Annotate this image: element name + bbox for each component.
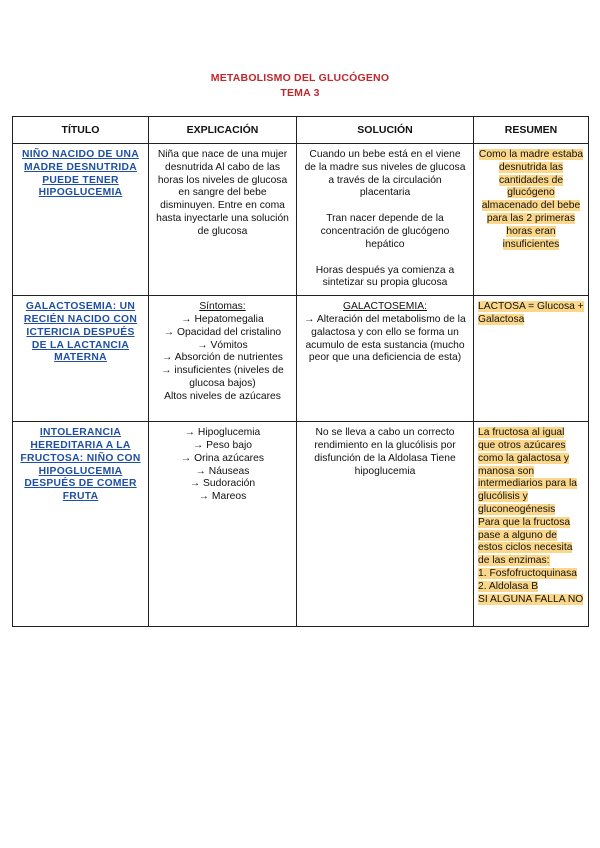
summary-highlight: 1. Fosfofructoquinasa	[478, 567, 578, 579]
symptoms-heading: Síntomas:	[199, 301, 246, 313]
summary-highlight: La fructosa al igual que otros azúcares como la galactosa y manosa son intermediarios para la glucólisis y gluconeogénesis	[478, 427, 578, 515]
solution-cell	[297, 422, 474, 627]
header-explicacion: EXPLICACIÓN	[149, 117, 297, 144]
header-titulo: TÍTULO	[13, 117, 149, 144]
solution-heading: GALACTOSEMIA:	[343, 301, 427, 313]
row-title-link[interactable]: NIÑO NACIDO DE UNA MADRE DESNUTRIDA PUEDE TENER HIPOGLUCEMIA	[22, 149, 139, 199]
list-item: Altos niveles de azúcares	[164, 390, 281, 402]
solution-cell	[297, 144, 474, 296]
metabolism-table	[12, 116, 589, 627]
summary-highlight: 2. Aldolasa B	[478, 580, 539, 592]
row-title-cell	[13, 422, 149, 627]
list-item: → Vómitos	[197, 339, 248, 351]
explanation-cell	[149, 144, 297, 296]
list-item: → Hepatomegalia	[181, 313, 264, 325]
header-solucion: SOLUCIÓN	[297, 117, 474, 144]
solution-text: Cuando un bebe está en el viene de la madre sus niveles de glucosa a través de la circulación placentaria	[304, 149, 466, 199]
list-item: → Absorción de nutrientes	[162, 352, 283, 364]
summary-cell	[474, 144, 589, 296]
solution-text: Horas después ya comienza a sintetizar su propia glucosa	[315, 264, 455, 289]
solution-text: No se lleva a cabo un correcto rendimiento en la glucólisis por disfunción de la Aldolasa Tiene hipoglucemia	[314, 427, 456, 477]
row-title-link[interactable]: INTOLERANCIA HEREDITARIA A LA FRUCTOSA: NIÑO CON HIPOGLUCEMIA DESPUÉS DE COMER FRUTA	[20, 427, 141, 503]
header-resumen: RESUMEN	[474, 117, 589, 144]
explanation-text: Niña que nace de una mujer desnutrida Al cabo de las horas los niveles de glucosa en sangre del bebe disminuyen. Entre en coma hasta inyectarle una solución de glucosa	[156, 149, 289, 237]
list-item: → Orina azúcares	[181, 452, 264, 464]
page-subtitle: TEMA 3	[280, 87, 320, 99]
summary-highlight: LACTOSA = Glucosa + Galactosa	[478, 301, 584, 325]
solution-text: → Alteración del metabolismo de la galactosa y con ello se forma un acumulo de esta sustancia (mucho peor que una deficiencia de esta)	[304, 313, 466, 364]
row-title-cell	[13, 144, 149, 296]
table-row	[13, 144, 589, 296]
summary-cell	[474, 296, 589, 422]
summary-highlight: Para que la fructosa pase a alguno de estos ciclos necesita de las enzimas:	[478, 516, 573, 567]
page-title: METABOLISMO DEL GLUCÓGENO	[210, 72, 390, 84]
table-row	[13, 422, 589, 627]
row-title-link[interactable]: GALACTOSEMIA: UN RECIÉN NACIDO CON ICTERICIA DESPUÉS DE LA LACTANCIA MATERNA	[23, 301, 138, 364]
solution-text: Tran nacer depende de la concentración de glucógeno hepático	[320, 213, 450, 250]
explanation-cell	[149, 422, 297, 627]
list-item: → insuficientes (niveles de glucosa bajos)	[161, 365, 284, 389]
list-item: → Opacidad del cristalino	[163, 326, 282, 338]
solution-cell	[297, 296, 474, 422]
row-title-cell	[13, 296, 149, 422]
explanation-cell	[149, 296, 297, 422]
summary-highlight: SI ALGUNA FALLA NO	[478, 593, 584, 605]
list-item: → Hipoglucemia	[184, 427, 261, 439]
summary-highlight: Como la madre estaba desnutrida las cantidades de glucógeno almacenado del bebe para las 2 primeras horas eran insuficientes	[478, 149, 584, 250]
table-header-row	[13, 117, 589, 144]
list-item: → Náuseas	[195, 465, 250, 477]
list-item: → Sudoración	[189, 478, 256, 490]
summary-cell	[474, 422, 589, 627]
list-item: → Mareos	[198, 491, 247, 503]
table-row	[13, 296, 589, 422]
list-item: → Peso bajo	[193, 439, 252, 451]
